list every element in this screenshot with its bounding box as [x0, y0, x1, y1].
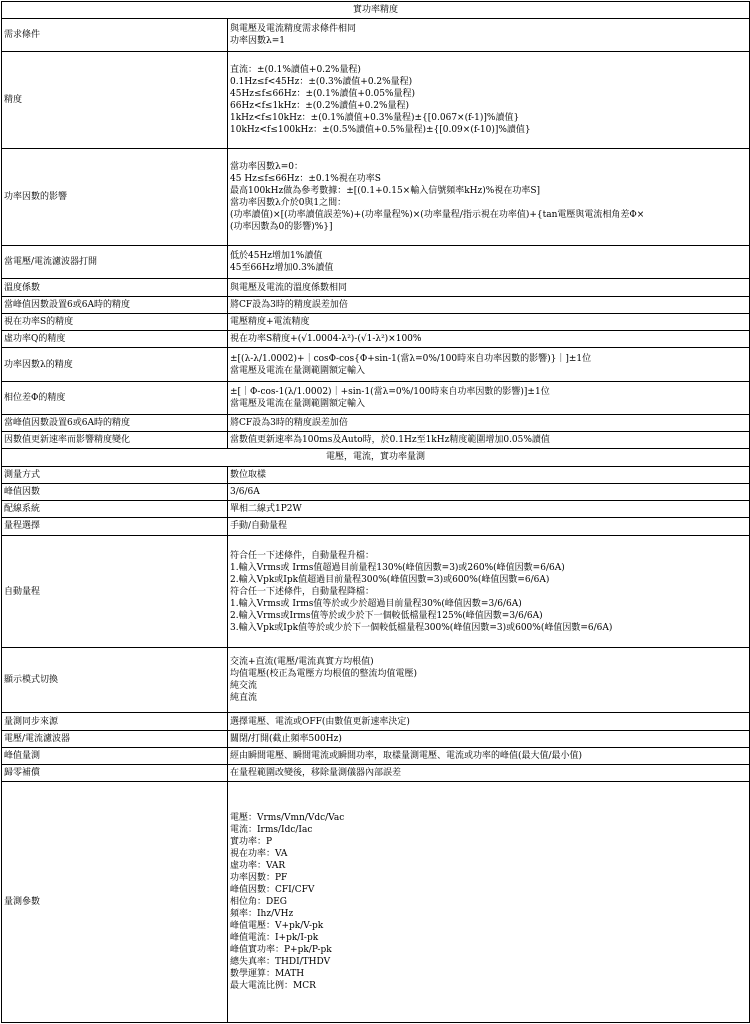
spec-value-line: 與電壓及電流的溫度係數相同: [230, 282, 348, 293]
spec-value-line: 功率因數：PF: [230, 873, 288, 884]
spec-row: [2, 466, 750, 483]
spec-value-line: 經由瞬間電壓、瞬間電流或瞬間功率，取樣量測電壓、電流或功率的峰值(最大值/最小值): [230, 751, 583, 762]
spec-label: 量程選擇: [2, 518, 228, 535]
spec-value: [228, 331, 750, 348]
spec-label: 精度: [2, 52, 228, 149]
spec-value-line: 當功率因數λ介於0與1之間：: [230, 198, 347, 209]
spec-value-line: 功率因數λ=1: [230, 36, 285, 47]
spec-value-line: 選擇電壓、電流或OFF(由數值更新速率決定): [230, 716, 410, 727]
spec-value-line: 純直流: [230, 693, 258, 704]
spec-value-line: 單相二線式1P2W: [230, 504, 302, 515]
spec-value-line: 均值電壓(校正為電壓方均根值的整流均值電壓): [230, 669, 418, 680]
spec-row: [2, 713, 750, 730]
spec-value-line: 符合任一下述條件，自動量程升檔：: [230, 550, 375, 561]
spec-value: [228, 518, 750, 535]
spec-value: [228, 381, 750, 414]
spec-value: [228, 747, 750, 764]
spec-value-line: 當功率因數λ=0：: [230, 162, 303, 173]
spec-value-line: 峰值因數：CFI/CFV: [230, 885, 315, 896]
spec-label: 功率因數λ的精度: [2, 348, 228, 381]
spec-value-line: 將CF設為3時的精度誤差加倍: [230, 299, 348, 310]
spec-value-line: (功率讀值)×[(功率讀值誤差%)+(功率量程%)×(功率量程/指示視在功率值)+{tan電壓與電流相角差Φ×: [230, 210, 645, 221]
spec-table: [1, 1, 750, 1023]
spec-value: [228, 149, 750, 246]
spec-label: 因數值更新速率而影響精度變化: [2, 432, 228, 449]
spec-row: [2, 747, 750, 764]
spec-value-line: 虛功率：VAR: [230, 861, 286, 872]
spec-value: [228, 246, 750, 279]
spec-value: [228, 279, 750, 296]
spec-value: [228, 19, 750, 52]
spec-value-line: 當電壓及電流在量測範圍額定輸入: [230, 365, 366, 376]
spec-value-line: 相位角：DEG: [230, 897, 287, 908]
spec-value-line: 0.1Hz≤f<45Hz：±(0.3%讀值+0.2%量程): [230, 77, 413, 88]
spec-row: [2, 149, 750, 246]
spec-value: [228, 730, 750, 747]
spec-label: 顯示模式切換: [2, 648, 228, 713]
spec-label: 需求條件: [2, 19, 228, 52]
spec-value-line: 10kHz<f≤100kHz：±(0.5%讀值+0.5%量程)±{[0.09×(f-10)]%讀值}: [230, 125, 531, 136]
spec-row: [2, 648, 750, 713]
spec-label: 虛功率Q的精度: [2, 331, 228, 348]
spec-label: 功率因數的影響: [2, 149, 228, 246]
spec-label: 當電壓/電流濾波器打開: [2, 246, 228, 279]
spec-value-line: 45 Hz≤f≤66Hz：±0.1%視在功率S: [230, 174, 381, 185]
section-title: 實功率精度: [2, 2, 750, 19]
spec-row: [2, 52, 750, 149]
spec-value-line: (功率因數為0的影響)%}]: [230, 222, 333, 233]
spec-value-line: 電壓：Vrms/Vmn/Vdc/Vac: [230, 813, 345, 824]
spec-row: [2, 432, 750, 449]
spec-value-line: 符合任一下述條件，自動量程降檔：: [230, 586, 375, 597]
spec-value: [228, 52, 750, 149]
spec-label: 電壓/電流濾波器: [2, 730, 228, 747]
spec-value-line: 將CF設為3時的精度誤差加倍: [230, 417, 348, 428]
spec-row: [2, 279, 750, 296]
spec-value: [228, 535, 750, 648]
spec-row: [2, 765, 750, 782]
spec-label: 量測參數: [2, 782, 228, 1023]
spec-value: [228, 313, 750, 330]
spec-value-line: 峰值電流：I+pk/I-pk: [230, 933, 319, 944]
spec-value-line: 最大電流比例：MCR: [230, 981, 316, 992]
section-title: 電壓，電流，實功率量測: [2, 449, 750, 466]
spec-value-line: 2.輸入Vpk或Ipk值超過目前量程300%(峰值因數=3)或600%(峰值因數=6/6A): [230, 574, 550, 585]
spec-row: [2, 296, 750, 313]
spec-label: 量測同步來源: [2, 713, 228, 730]
spec-value-line: 峰值電壓：V+pk/V-pk: [230, 921, 324, 932]
spec-value: [228, 296, 750, 313]
spec-label: 自動量程: [2, 535, 228, 648]
spec-value-line: 當電壓及電流在量測範圍額定輸入: [230, 398, 366, 409]
spec-value: [228, 414, 750, 431]
spec-value-line: 66Hz<f≤1kHz：±(0.2%讀值+0.2%量程): [230, 101, 410, 112]
spec-label: 相位差Φ的精度: [2, 381, 228, 414]
spec-value-line: 視在功率：VA: [230, 849, 288, 860]
spec-value: [228, 432, 750, 449]
spec-value-line: 頻率：Ihz/VHz: [230, 909, 294, 920]
spec-value-line: 實功率：P: [230, 837, 273, 848]
spec-value-line: 數學運算：MATH: [230, 969, 305, 980]
spec-value-line: 45Hz≤f≤66Hz：±(0.1%讀值+0.05%量程): [230, 89, 416, 100]
spec-value-line: 當數值更新速率為100ms及Auto時，於0.1Hz至1kHz精度範圍增加0.05%讀值: [230, 435, 550, 446]
spec-value-line: 電壓精度+電流精度: [230, 317, 310, 328]
spec-table-body: [2, 2, 750, 1023]
spec-value-line: ±[(λ-λ/1.0002)+｜cosΦ-cos{Φ+sin-1(當λ=0%/100時來自功率因數的影響)}｜]±1位: [230, 353, 592, 364]
spec-value-line: 手動/自動量程: [230, 521, 288, 532]
spec-row: [2, 348, 750, 381]
spec-value-line: 2.輸入Vrms或Irms值等於或少於下一個較低檔量程125%(峰值因數=3/6/6A): [230, 610, 543, 621]
spec-label: 當峰值因數設置6或6A時的精度: [2, 414, 228, 431]
spec-label: 溫度係數: [2, 279, 228, 296]
spec-value: [228, 782, 750, 1023]
spec-row: [2, 501, 750, 518]
spec-value-line: 1kHz<f≤10kHz：±(0.1%讀值+0.3%量程)±{[0.067×(f-1)]%讀值}: [230, 113, 520, 124]
spec-row: [2, 518, 750, 535]
spec-label: 峰值量測: [2, 747, 228, 764]
spec-label: 配線系統: [2, 501, 228, 518]
spec-row: [2, 414, 750, 431]
spec-value-line: 峰值實功率：P+pk/P-pk: [230, 945, 332, 956]
spec-value: [228, 501, 750, 518]
spec-value-line: 最高100kHz做為參考數據：±[(0.1+0.15×輸入信號頻率kHz)%視在功率S]: [230, 186, 541, 197]
spec-row: [2, 313, 750, 330]
spec-row: [2, 19, 750, 52]
spec-value-line: 45至66Hz增加0.3%讀值: [230, 263, 334, 274]
spec-value-line: 1.輸入Vrms或 Irms值超過目前量程130%(峰值因數=3)或260%(峰值因數=6/6A): [230, 562, 565, 573]
spec-row: [2, 246, 750, 279]
spec-value-line: 低於45Hz增加1%讀值: [230, 251, 323, 262]
spec-row: [2, 483, 750, 500]
spec-row: [2, 331, 750, 348]
spec-value: [228, 765, 750, 782]
spec-value-line: 數位取樣: [230, 469, 267, 480]
spec-value: [228, 648, 750, 713]
spec-value-line: 直流：±(0.1%讀值+0.2%量程): [230, 65, 361, 76]
spec-value-line: 交流+直流(電壓/電流真實方均根值): [230, 657, 374, 668]
spec-value: [228, 483, 750, 500]
spec-value: [228, 466, 750, 483]
section-header-row: [2, 2, 750, 19]
spec-value-line: 純交流: [230, 681, 258, 692]
spec-label: 視在功率S的精度: [2, 313, 228, 330]
spec-value-line: 3.輸入Vpk或Ipk值等於或少於下一個較低檔量程300%(峰值因數=3)或600%(峰值因數=6/6A): [230, 622, 613, 633]
spec-value: [228, 348, 750, 381]
spec-row: [2, 782, 750, 1023]
spec-value-line: 1.輸入Vrms或 Irms值等於或少於超過目前量程30%(峰值因數=3/6/6A): [230, 598, 522, 609]
spec-value-line: 總失真率：THDI/THDV: [230, 957, 331, 968]
spec-label: 峰值因數: [2, 483, 228, 500]
spec-value-line: ±[｜Φ-cos-1(λ/1.0002)｜+sin-1(當λ=0%/100時來自功率因數的影響)]±1位: [230, 386, 550, 397]
spec-value-line: 關閉/打開(截止頻率500Hz): [230, 733, 342, 744]
spec-value-line: 視在功率S精度+(√1.0004-λ²)-(√1-λ²)×100%: [230, 334, 422, 345]
spec-value-line: 在量程範圍改變後，移除量測儀器內部誤差: [230, 768, 402, 779]
spec-value-line: 3/6/6A: [230, 486, 260, 497]
spec-value-line: 與電壓及電流精度需求條件相同: [230, 24, 357, 35]
spec-row: [2, 730, 750, 747]
spec-row: [2, 381, 750, 414]
spec-label: 歸零補償: [2, 765, 228, 782]
spec-value: [228, 713, 750, 730]
spec-label: 測量方式: [2, 466, 228, 483]
section-header-row: [2, 449, 750, 466]
spec-value-line: 電流：Irms/Idc/Iac: [230, 825, 313, 836]
spec-row: [2, 535, 750, 648]
spec-label: 當峰值因數設置6或6A時的精度: [2, 296, 228, 313]
